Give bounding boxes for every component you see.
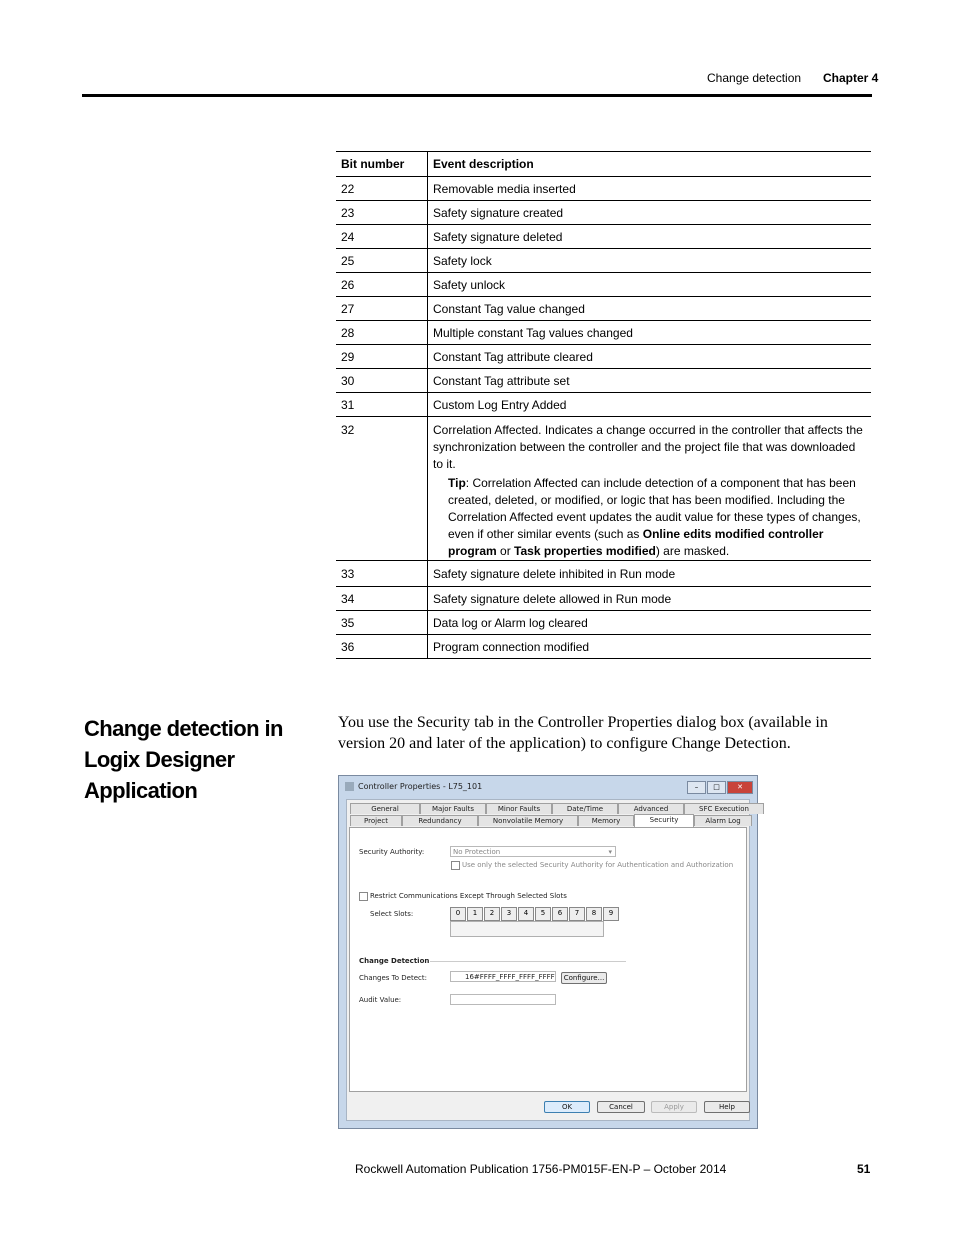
event-description-cell: Removable media inserted (428, 177, 872, 201)
event-description-cell: Safety lock (428, 249, 872, 273)
slot-6[interactable]: 6 (552, 907, 568, 921)
col-header-desc: Event description (428, 152, 872, 177)
restrict-label: Restrict Communications Except Through Selected Slots (370, 892, 567, 900)
tab-redundancy[interactable]: Redundancy (402, 815, 478, 826)
window-controls (687, 781, 753, 794)
bit-number-cell: 23 (336, 201, 428, 225)
changes-to-detect-field[interactable]: 16#FFFF_FFFF_FFFF_FFFF (450, 971, 556, 982)
slot-9[interactable]: 9 (603, 907, 619, 921)
slot-5[interactable]: 5 (535, 907, 551, 921)
security-authority-label: Security Authority: (359, 848, 425, 856)
bit-number-cell: 35 (336, 611, 428, 635)
table-row (336, 297, 871, 321)
event-description-cell: Constant Tag attribute cleared (428, 345, 872, 369)
audit-value-label: Audit Value: (359, 996, 402, 1004)
chevron-down-icon: ▾ (608, 848, 612, 856)
slot-selector (450, 907, 620, 921)
event-description-cell: Program connection modified (428, 635, 872, 659)
bit-number-cell: 22 (336, 177, 428, 201)
event-description-cell: Constant Tag attribute set (428, 369, 872, 393)
table-row (336, 561, 871, 587)
security-authority-value: No Protection (453, 848, 501, 856)
tab-date-time[interactable]: Date/Time (552, 803, 618, 814)
change-detection-heading: Change Detection (359, 957, 430, 965)
slot-1[interactable]: 1 (467, 907, 483, 921)
tab-security[interactable]: Security (634, 814, 694, 827)
tip-bold-1: Online edits modified controller program (448, 527, 824, 558)
tab-project[interactable]: Project (350, 815, 402, 826)
cancel-button[interactable]: Cancel (597, 1101, 645, 1113)
bit-number-cell: 34 (336, 587, 428, 611)
tab-advanced[interactable]: Advanced (618, 803, 684, 814)
bit-number-cell: 31 (336, 393, 428, 417)
tip-text-3: ) are masked. (655, 544, 730, 558)
slot-8[interactable]: 8 (586, 907, 602, 921)
table-row (336, 249, 871, 273)
slot-0[interactable]: 0 (450, 907, 466, 921)
bit-number-cell: 25 (336, 249, 428, 273)
maximize-icon[interactable]: □ (707, 781, 726, 794)
tip-bold-2: Task properties modified (514, 544, 656, 558)
event-description-cell: Custom Log Entry Added (428, 393, 872, 417)
col-header-bit: Bit number (336, 152, 428, 177)
event-description-cell: Data log or Alarm log cleared (428, 611, 872, 635)
bit-number-cell: 33 (336, 561, 428, 587)
bit-number-cell: 24 (336, 225, 428, 249)
changes-to-detect-label: Changes To Detect: (359, 974, 427, 982)
tip-note (448, 475, 866, 560)
table-header-row (336, 152, 871, 177)
security-tab-panel (349, 827, 747, 1092)
header-rule (82, 94, 872, 97)
event-description-cell: Safety signature deleted (428, 225, 872, 249)
apply-button[interactable]: Apply (651, 1101, 697, 1113)
tip-text-1: : Correlation Affected can include detection of a component that has been created, deleted, or modified, or logic that has been modified. Including the Correlation Affected event updates the audit value for these types of changes, even if other similar events (such as (448, 476, 861, 541)
event-description-cell: Multiple constant Tag values changed (428, 321, 872, 345)
section-heading: Change detection in Logix Designer Application (84, 716, 283, 803)
help-button[interactable]: Help (704, 1101, 750, 1113)
section-body-text: You use the Security tab in the Controller Properties dialog box (available in version 20 and later of the application) to configure Change Detection. (338, 714, 828, 752)
tip-text-2: or (496, 544, 515, 558)
slot-2[interactable]: 2 (484, 907, 500, 921)
audit-value-field[interactable] (450, 994, 556, 1005)
table-row (336, 177, 871, 201)
bit-number-cell: 29 (336, 345, 428, 369)
tab-sfc-execution[interactable]: SFC Execution (684, 803, 764, 814)
restrict-checkbox[interactable] (359, 892, 368, 901)
table-row (336, 635, 871, 659)
slot-7[interactable]: 7 (569, 907, 585, 921)
table-row (336, 273, 871, 297)
bit-number-cell: 32 (336, 417, 428, 561)
page-number: 51 (857, 1162, 871, 1176)
table-row (336, 393, 871, 417)
table-row (336, 417, 871, 561)
tab-major-faults[interactable]: Major Faults (420, 803, 486, 814)
table-row (336, 369, 871, 393)
tab-alarm-log[interactable]: Alarm Log (694, 815, 752, 826)
tab-nonvolatile-memory[interactable]: Nonvolatile Memory (478, 815, 578, 826)
running-header-chapter: Chapter 4 (823, 71, 879, 85)
bit-number-cell: 28 (336, 321, 428, 345)
tab-row-1 (350, 803, 764, 814)
close-icon[interactable]: ✕ (727, 781, 753, 794)
ok-button[interactable]: OK (544, 1101, 590, 1113)
dialog-title: Controller Properties - L75_101 (358, 782, 483, 791)
table-row (336, 611, 871, 635)
event-description-cell (428, 417, 872, 561)
slot-scroll-area[interactable] (450, 921, 604, 937)
group-divider (430, 961, 626, 962)
footer-publication: Rockwell Automation Publication 1756-PM015F-EN-P – October 2014 (355, 1162, 727, 1176)
tab-memory[interactable]: Memory (578, 815, 634, 826)
event-description-cell: Safety signature created (428, 201, 872, 225)
table-row (336, 201, 871, 225)
running-header-section: Change detection (707, 71, 802, 85)
tab-minor-faults[interactable]: Minor Faults (486, 803, 552, 814)
app-icon (345, 782, 354, 791)
use-only-checkbox[interactable] (451, 861, 460, 870)
table-row (336, 321, 871, 345)
slot-3[interactable]: 3 (501, 907, 517, 921)
bit-number-cell: 36 (336, 635, 428, 659)
security-authority-select[interactable] (450, 846, 616, 857)
table-row (336, 225, 871, 249)
correlation-desc: Correlation Affected. Indicates a change occurred in the controller that affects the synchronization between the controller and the project file that was downloaded to it. (433, 423, 863, 471)
event-description-cell: Safety unlock (428, 273, 872, 297)
bit-number-cell: 30 (336, 369, 428, 393)
event-description-cell: Constant Tag value changed (428, 297, 872, 321)
controller-properties-dialog (338, 775, 758, 1129)
tab-row-2 (350, 815, 752, 826)
tab-general[interactable]: General (350, 803, 420, 814)
use-only-label: Use only the selected Security Authority for Authentication and Authorization (462, 861, 734, 869)
minimize-icon[interactable]: – (687, 781, 706, 794)
table-row (336, 345, 871, 369)
event-description-cell: Safety signature delete inhibited in Run mode (428, 561, 872, 587)
slot-4[interactable]: 4 (518, 907, 534, 921)
dialog-body (346, 799, 750, 1121)
bit-number-cell: 26 (336, 273, 428, 297)
select-slots-label: Select Slots: (370, 910, 414, 918)
table-row (336, 587, 871, 611)
bit-number-cell: 27 (336, 297, 428, 321)
tip-label: Tip (448, 476, 466, 490)
event-bits-table (336, 151, 871, 659)
configure-button[interactable]: Configure... (561, 972, 607, 984)
event-description-cell: Safety signature delete allowed in Run mode (428, 587, 872, 611)
